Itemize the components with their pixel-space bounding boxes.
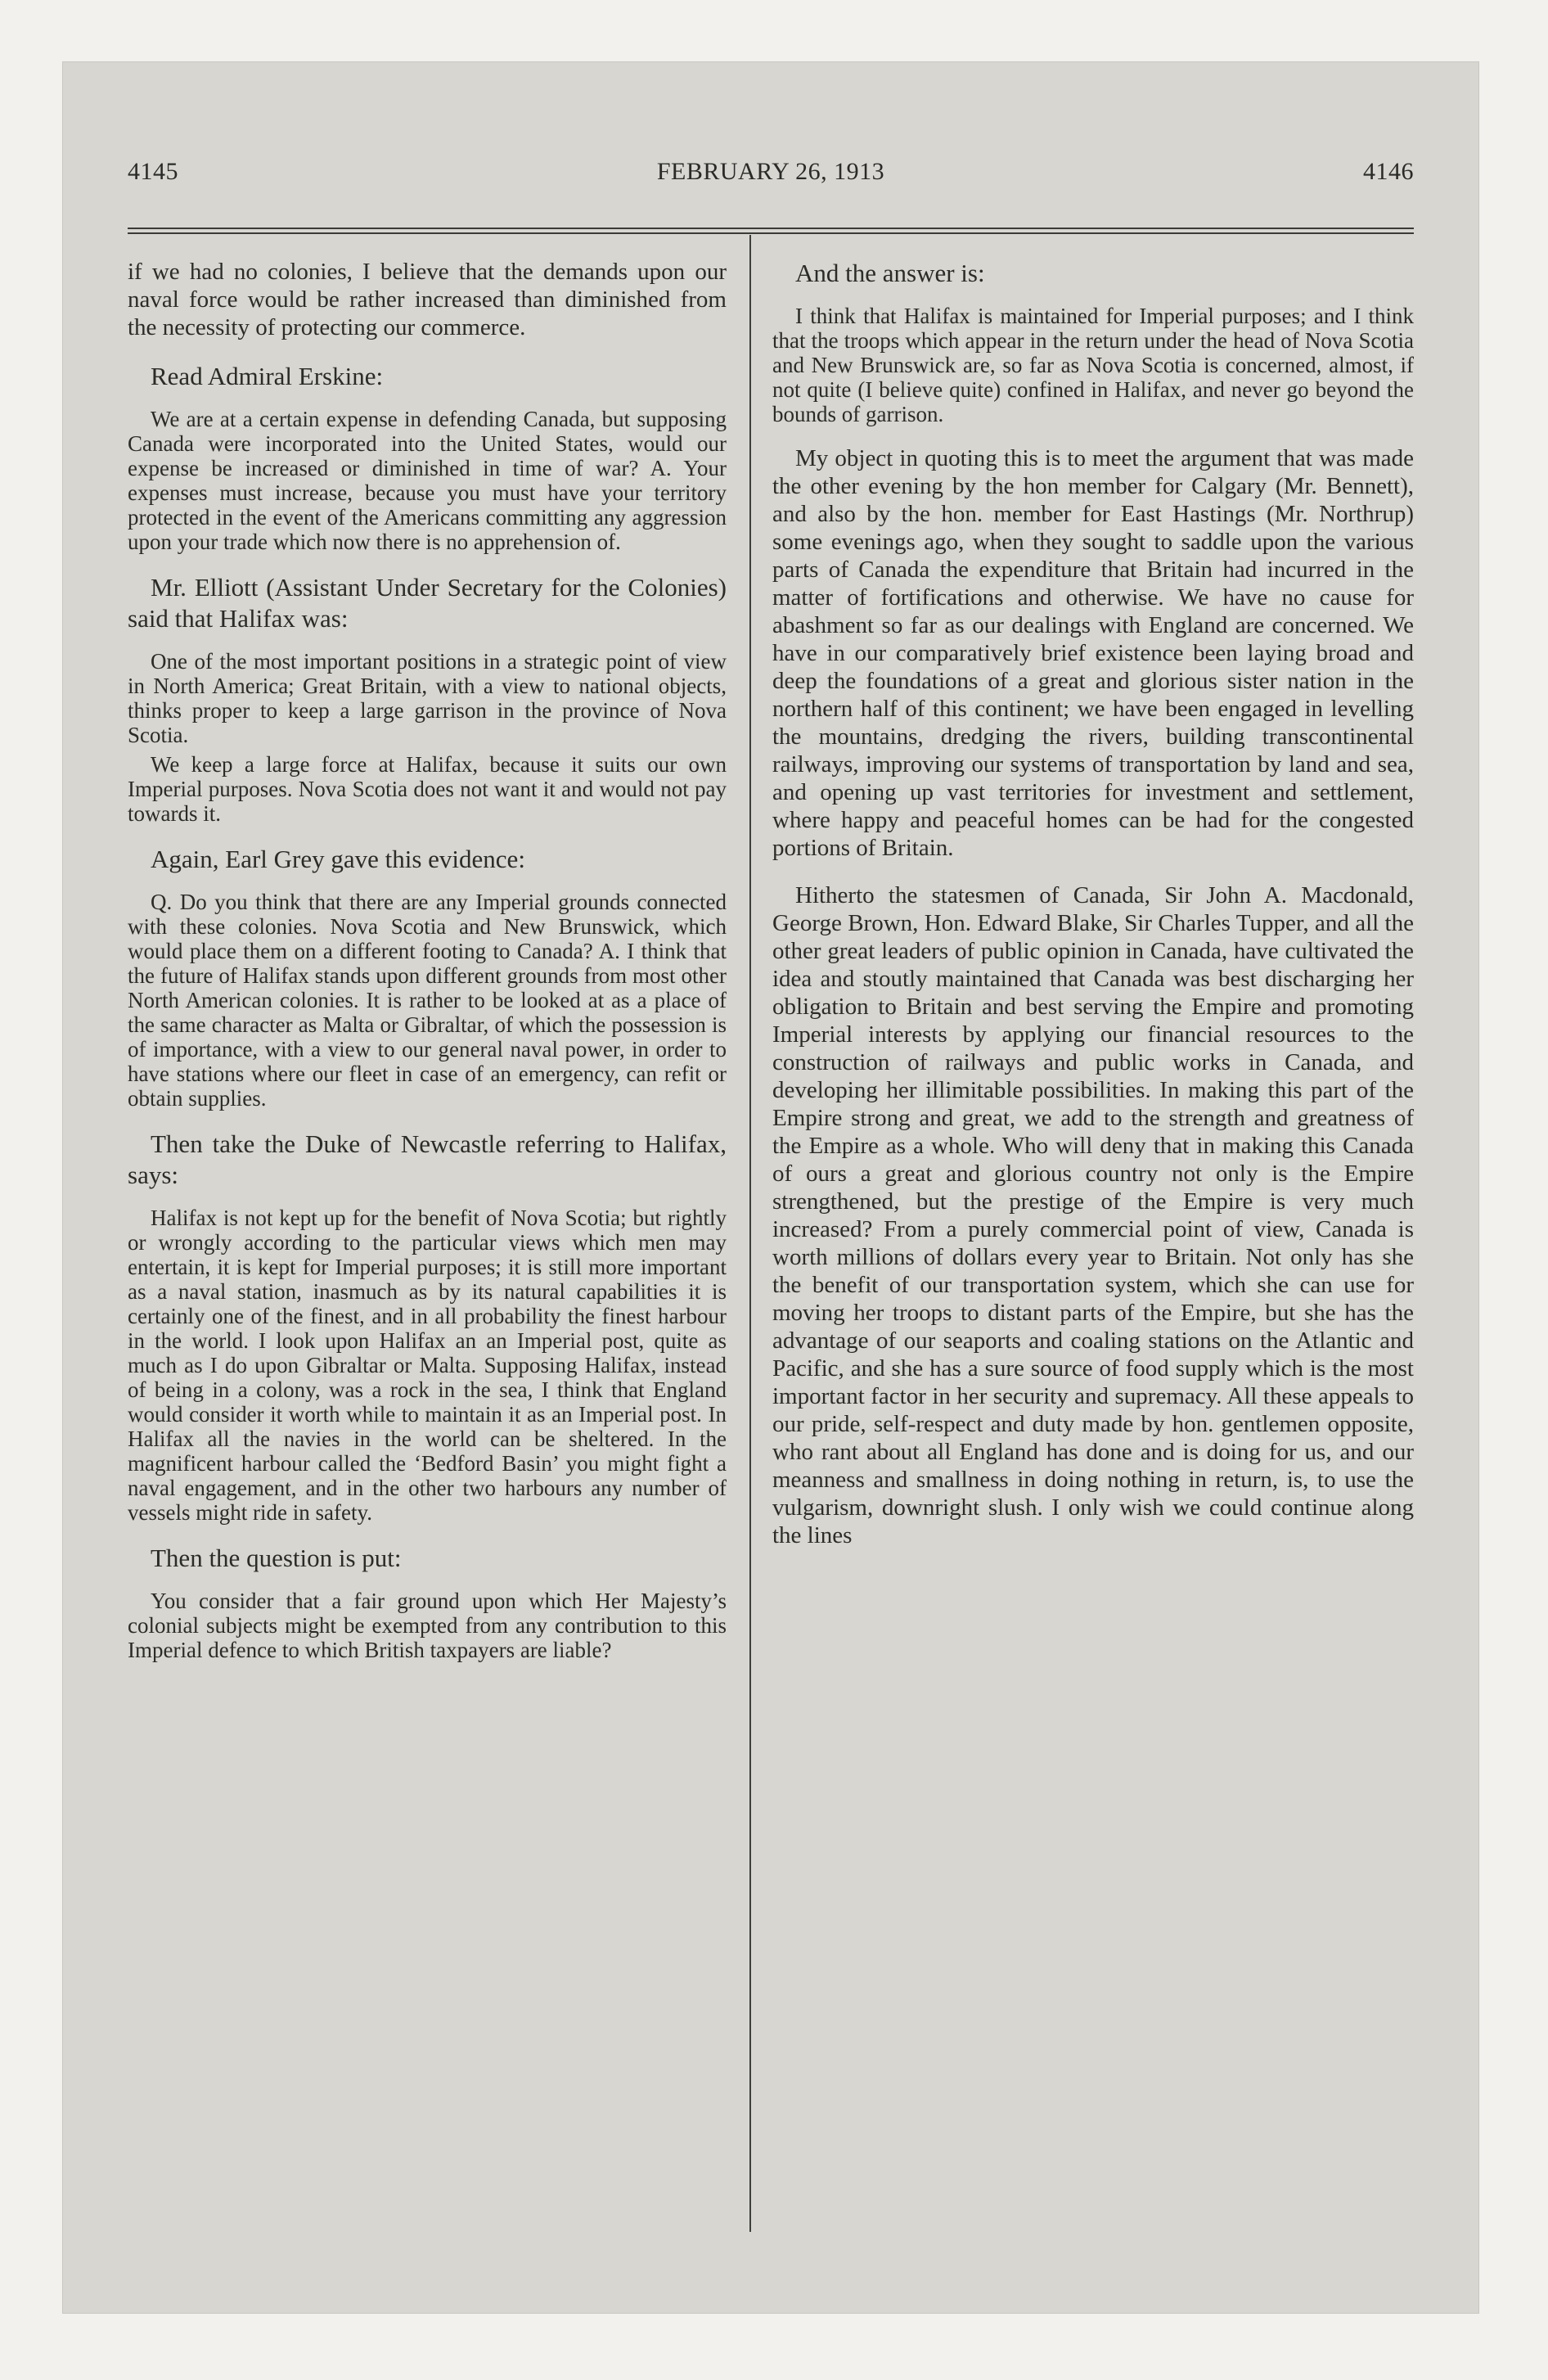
column-divider (749, 235, 751, 2232)
block-quote: You consider that a fair ground upon which Her Majesty’s colonial subjects might be exempted from any contribution to this Imperial defence to which British taxpayers are liable? (128, 1589, 727, 1662)
block-quote: I think that Halifax is maintained for Imperial purposes; and I think that the troops which appear in the return under the head of Nova Scotia and New Brunswick are, so far as Nova Scotia is concerned, almost, if not quite (I believe quite) confined in Halifax, and never go beyond the bounds of garrison. (772, 304, 1414, 426)
quote-intro: Again, Earl Grey gave this evidence: (151, 845, 525, 873)
left-column (128, 258, 727, 1680)
block-quote: We are at a certain expense in defending Canada, but supposing Canada were incorporated into the United States, would our expense be increased or diminished in time of war? A. Your expenses must increase, because you must have your territory protected in the event of the Americans committing any aggression upon your trade which now there is no apprehension of. (128, 407, 727, 554)
quote-intro: Then take the Duke of Newcastle referring to Halifax, says: (128, 1129, 727, 1189)
block-quote: We keep a large force at Halifax, because it suits our own Imperial purposes. Nova Scotia does not want it and would not pay towards it. (128, 752, 727, 826)
header-double-rule (128, 228, 1414, 235)
page-date: FEBRUARY 26, 1913 (656, 158, 885, 185)
quote-intro: Then the question is put: (151, 1544, 402, 1572)
quote-intro: Mr. Elliott (Assistant Under Secretary for the Colonies) said that Halifax was: (128, 573, 727, 633)
block-quote: One of the most important positions in a strategic point of view in North America; Great Britain, with a view to national objects, thinks proper to keep a large garrison in the province of Nova Scotia. (128, 649, 727, 747)
page-sheet (62, 61, 1479, 2314)
page-number-right: 4146 (1363, 158, 1414, 185)
right-column (772, 258, 1414, 1569)
rule-line-top (128, 228, 1414, 229)
paragraph: Hitherto the statesmen of Canada, Sir John A. Macdonald, George Brown, Hon. Edward Blake, Sir Charles Tupper, and all the other great leaders of public opinion in Canada, have cultivated the idea and stoutly maintained that Canada was best discharging her obligation to Britain and best serving the Empire and promoting Imperial interests by applying our financial resources to the construction of railways and public works in Canada, and developing her illimitable possibilities. In making this part of the Empire strong and great, we add to the strength and greatness of the Empire as a whole. Who will deny that in making this Canada of ours a great and glorious country not only is the Empire strengthened, but the prestige of the Empire is very much increased? From a purely commercial point of view, Canada is worth millions of dollars every year to Britain. Not only has she the benefit of our transportation system, which she can use for moving her troops to distant parts of the Empire, but she has the advantage of our seaports and coaling stations on the Atlantic and Pacific, and she has a sure source of food supply which is the most important factor in her security and supremacy. All these appeals to our pride, self-respect and duty made by hon. gentlemen opposite, who rant about all England has done and is doing for us, and our meanness and smallness in doing nothing in return, is, to use the vulgarism, downright slush. I only wish we could continue along the lines (772, 882, 1414, 1548)
page-number-left: 4145 (128, 158, 178, 185)
block-quote: Q. Do you think that there are any Imperial grounds connected with these colonies. Nova Scotia and New Brunswick, which would place them on a different footing to Canada? A. I think that the future of Halifax stands upon different grounds from most other North American colonies. It is rather to be looked at as a place of the same character as Malta or Gibraltar, of which the possession is of importance, with a view to our general naval power, in order to have stations where our fleet in case of an emergency, can refit or obtain supplies. (128, 890, 727, 1111)
quote-intro: And the answer is: (795, 259, 985, 287)
block-quote: Halifax is not kept up for the benefit of Nova Scotia; but rightly or wrongly according to the particular views which men may entertain, it is kept for Imperial purposes; it is still more important as a naval station, inasmuch as by its natural capabilities it is certainly one of the finest, and in all probability the finest harbour in the world. I look upon Halifax an an Imperial post, quite as much as I do upon Gibraltar or Malta. Supposing Halifax, instead of being in a colony, was a rock in the sea, I think that England would consider it worth while to maintain it as an Imperial post. In Halifax all the navies in the world can be sheltered. In the magnificent harbour called the ‘Bedford Basin’ you might fight a naval engagement, and in the other two harbours any number of vessels might ride in safety. (128, 1206, 727, 1525)
page-header (128, 158, 1414, 191)
paragraph: My object in quoting this is to meet the argument that was made the other evening by the hon member for Calgary (Mr. Bennett), and also by the hon. member for East Hastings (Mr. Northrup) some evenings ago, when they sought to saddle upon the various parts of Canada the expenditure that Britain had incurred in the matter of fortifications and otherwise. We have no cause for abashment so far as our dealings with England are concerned. We have in our comparatively brief existence been laying broad and deep the foundations of a great and glorious sister nation in the northern half of this continent; we have been engaged in levelling the mountains, dredging the rivers, building transcontinental railways, improving our systems of transportation by land and sea, and opening up vast territories for investment and settlement, where happy and peaceful homes can be had for the congested portions of Britain. (772, 445, 1414, 861)
rule-line-bottom (128, 232, 1414, 234)
quote-intro: Read Admiral Erskine: (151, 362, 384, 390)
paragraph: if we had no colonies, I believe that the demands upon our naval force would be rather increased than diminished from the necessity of protecting our commerce. (128, 259, 727, 340)
